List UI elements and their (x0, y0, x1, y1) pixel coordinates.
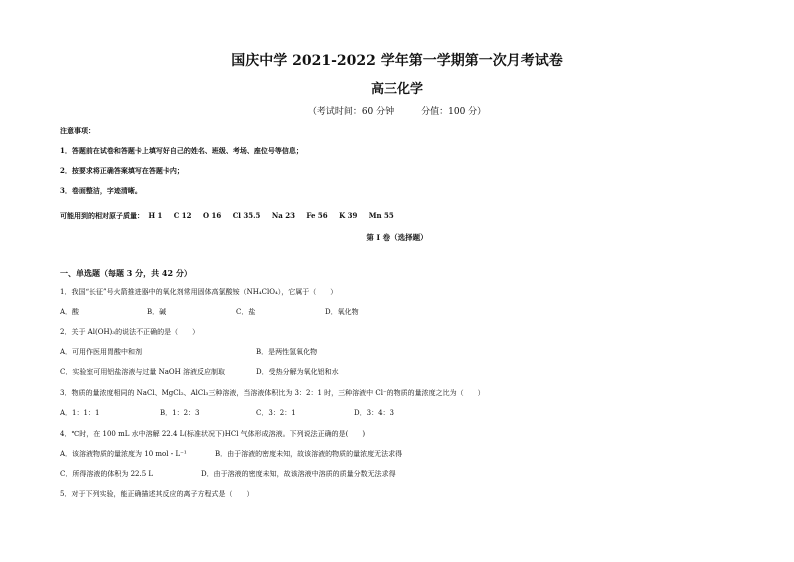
question-stem: 4．℃时，在 100 mL 水中溶解 22.4 L(标准状况下)HCl 气体形成溶液。下列说法正确的是( ) (60, 430, 366, 438)
answer-option: A．可用作医用胃酸中和剂 (60, 348, 143, 356)
atomic-mass-value: Cl 35.5 (232, 211, 261, 220)
answer-option: D．由于溶液的密度未知，故该溶液中溶质的质量分数无法求得 (201, 470, 396, 478)
notice-item: 3．卷面整洁，字迹清晰。 (60, 186, 142, 195)
answer-option: D．氧化物 (325, 308, 359, 316)
answer-option: B．碱 (147, 308, 167, 316)
question-stem: 2．关于 Al(OH)₃的说法不正确的是（ ） (60, 328, 200, 336)
atomic-mass-value: Mn 55 (368, 211, 394, 220)
answer-option: C．3：2：1 (256, 409, 296, 417)
question-stem: 5．对于下列实验，能正确描述其反应的离子方程式是（ ） (60, 490, 254, 498)
notice-item: 2．按要求将正确答案填写在答题卡内； (60, 166, 184, 175)
answer-option: A．1：1：1 (60, 409, 100, 417)
atomic-mass-value: Na 23 (271, 211, 295, 220)
question-stem: 1．我国“长征”号火箭推进器中的氧化剂常用固体高氯酸铵（NH₄ClO₄），它属于（ ） (60, 288, 338, 296)
atomic-mass-value: K 39 (339, 211, 358, 220)
answer-option: B．1：2：3 (160, 409, 200, 417)
answer-option: A．该溶液物质的量浓度为 10 mol・L⁻¹ (60, 450, 187, 458)
answer-option: B．由于溶液的密度未知，故该溶液的物质的量浓度无法求得 (215, 450, 403, 458)
atomic-mass-value: C 12 (173, 211, 192, 220)
answer-option: C．实验室可用铝盐溶液与过量 NaOH 溶液反应制取 (60, 368, 225, 376)
answer-option: B．是两性氢氧化物 (256, 348, 318, 356)
atomic-mass-label: 可能用到的相对原子质量： (60, 211, 144, 220)
notice-heading: 注意事项： (60, 126, 95, 135)
atomic-mass-value: Fe 56 (306, 211, 328, 220)
answer-option: C．所得溶液的体积为 22.5 L (60, 470, 154, 478)
atomic-mass-line (60, 211, 403, 221)
answer-option: D．受热分解为氧化铝和水 (256, 368, 339, 376)
answer-option: A．酸 (60, 308, 80, 316)
section-heading: 一、单选题（每题 3 分，共 42 分） (60, 268, 192, 278)
atomic-mass-value: H 1 (148, 211, 163, 220)
atomic-mass-value: O 16 (202, 211, 222, 220)
answer-option: D．3：4：3 (354, 409, 394, 417)
volume-heading: 第 I 卷（选择题） (366, 233, 428, 242)
exam-info: （考试时间：60 分钟 分值：100 分） (307, 107, 487, 117)
exam-subtitle: 高三化学 (370, 82, 423, 97)
question-stem: 3．物质的量浓度相同的 NaCl、MgCl₂、AlCl₃三种溶液，当溶液体积比为 3：2：1 时，三种溶液中 Cl⁻的物质的量浓度之比为（ ） (60, 389, 485, 397)
exam-title: 国庆中学 2021-2022 学年第一学期第一次月考试卷 (231, 53, 563, 69)
answer-option: C．盐 (236, 308, 256, 316)
notice-item: 1．答题前在试卷和答题卡上填写好自己的姓名、班级、考场、座位号等信息； (60, 146, 303, 155)
